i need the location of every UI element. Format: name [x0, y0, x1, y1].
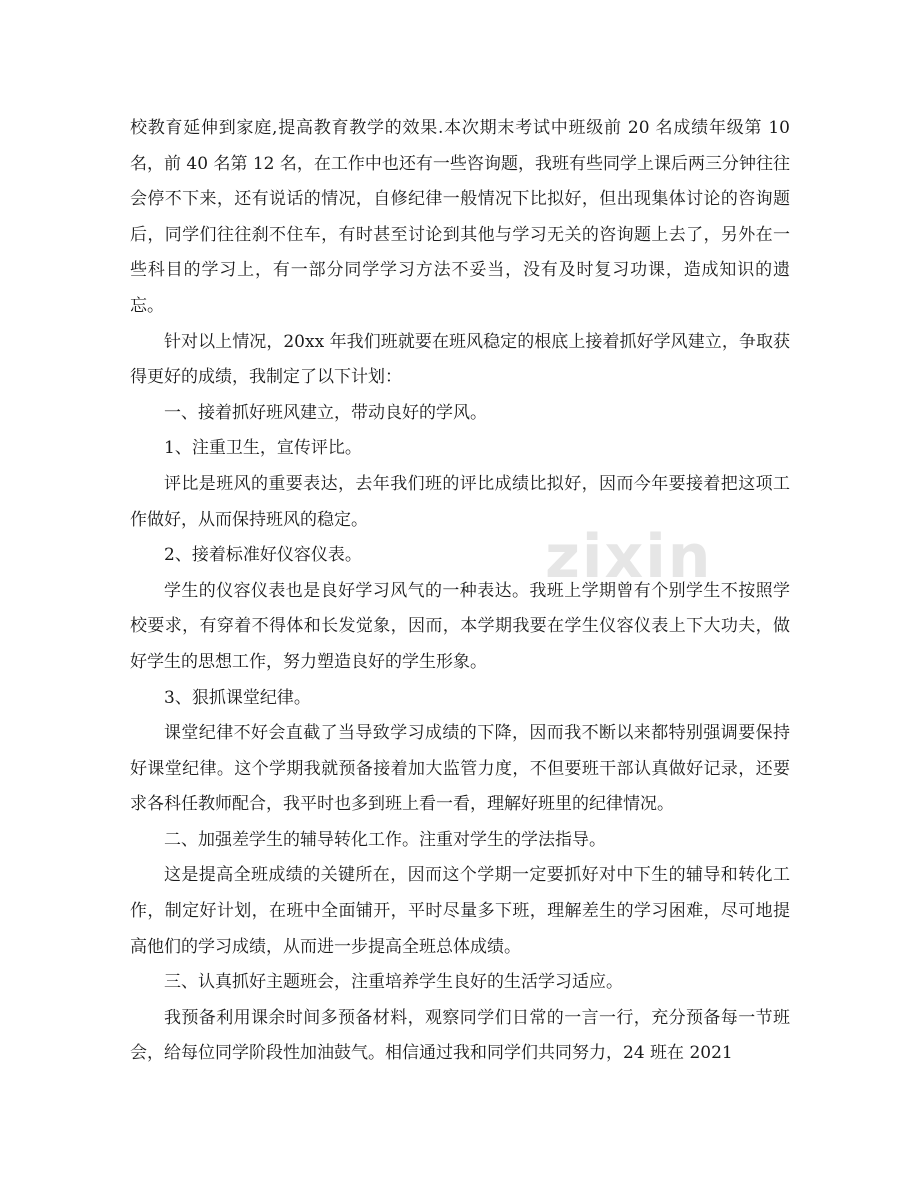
document-body	[130, 111, 790, 1072]
paragraph-tutoring: 这是提高全班成绩的关键所在，因而这个学期一定要抓好对中下生的辅导和转化工作，制定好计划，在班中全面铺开，平时尽量多下班，理解差生的学习困难，尽可地提高他们的学习成绩，从而进一步提高全班总体成绩。	[130, 865, 790, 957]
paragraph-continuation: 校教育延伸到家庭,提高教育教学的效果.本次期末考试中班级前 20 名成绩年级第 10 名，前 40 名第 12 名，在工作中也还有一些咨询题，我班有些同学上课后两三分钟往往会停不下来，还有说话的情况，自修纪律一般情况下比拟好，但出现集体讨论的咨询题后，同学们往往刹不住车，有时甚至讨论到其他与学习无关的咨询题上去了，另外在一些科目的学习上，有一部分同学学习方法不妥当，没有及时复习功课，造成知识的遗忘。	[130, 118, 790, 316]
section-heading-2: 二、加强差学生的辅导转化工作。注重对学生的学法指导。	[164, 829, 606, 850]
paragraph-plan-intro: 针对以上情况，20xx 年我们班就要在班风稳定的根底上接着抓好学风建立，争取获得更好的成绩，我制定了以下计划：	[130, 331, 790, 388]
paragraph-appearance: 学生的仪容仪表也是良好学习风气的一种表达。我班上学期曾有个别学生不按照学校要求，有穿着不得体和长发觉象，因而，本学期我要在学生仪容仪表上下大功夫，做好学生的思想工作，努力塑造良好的学生形象。	[130, 580, 790, 672]
subheading-1-2: 2、接着标准好仪容仪表。	[164, 545, 362, 566]
subheading-1-1: 1、注重卫生，宣传评比。	[164, 438, 362, 459]
paragraph-discipline: 课堂纪律不好会直截了当导致学习成绩的下降，因而我不断以来都特别强调要保持好课堂纪律。这个学期我就预备接着加大监管力度，不但要班干部认真做好记录，还要求各科任教师配合，我平时也多到班上看一看，理解好班里的纪律情况。	[130, 723, 790, 815]
subheading-1-3: 3、狠抓课堂纪律。	[164, 687, 311, 708]
section-heading-1: 一、接着抓好班风建立，带动良好的学风。	[164, 402, 487, 423]
section-heading-3: 三、认真抓好主题班会，注重培养学生良好的生活学习适应。	[164, 972, 623, 993]
watermark: zixin	[545, 522, 713, 592]
paragraph-class-meeting: 我预备利用课余时间多预备材料，观察同学们日常的一言一行，充分预备每一节班会，给每位同学阶段性加油鼓气。相信通过我和同学们共同努力，24 班在 2021	[130, 1007, 790, 1064]
paragraph-hygiene: 评比是班风的重要表达，去年我们班的评比成绩比拟好，因而今年要接着把这项工作做好，从而保持班风的稳定。	[130, 473, 790, 530]
